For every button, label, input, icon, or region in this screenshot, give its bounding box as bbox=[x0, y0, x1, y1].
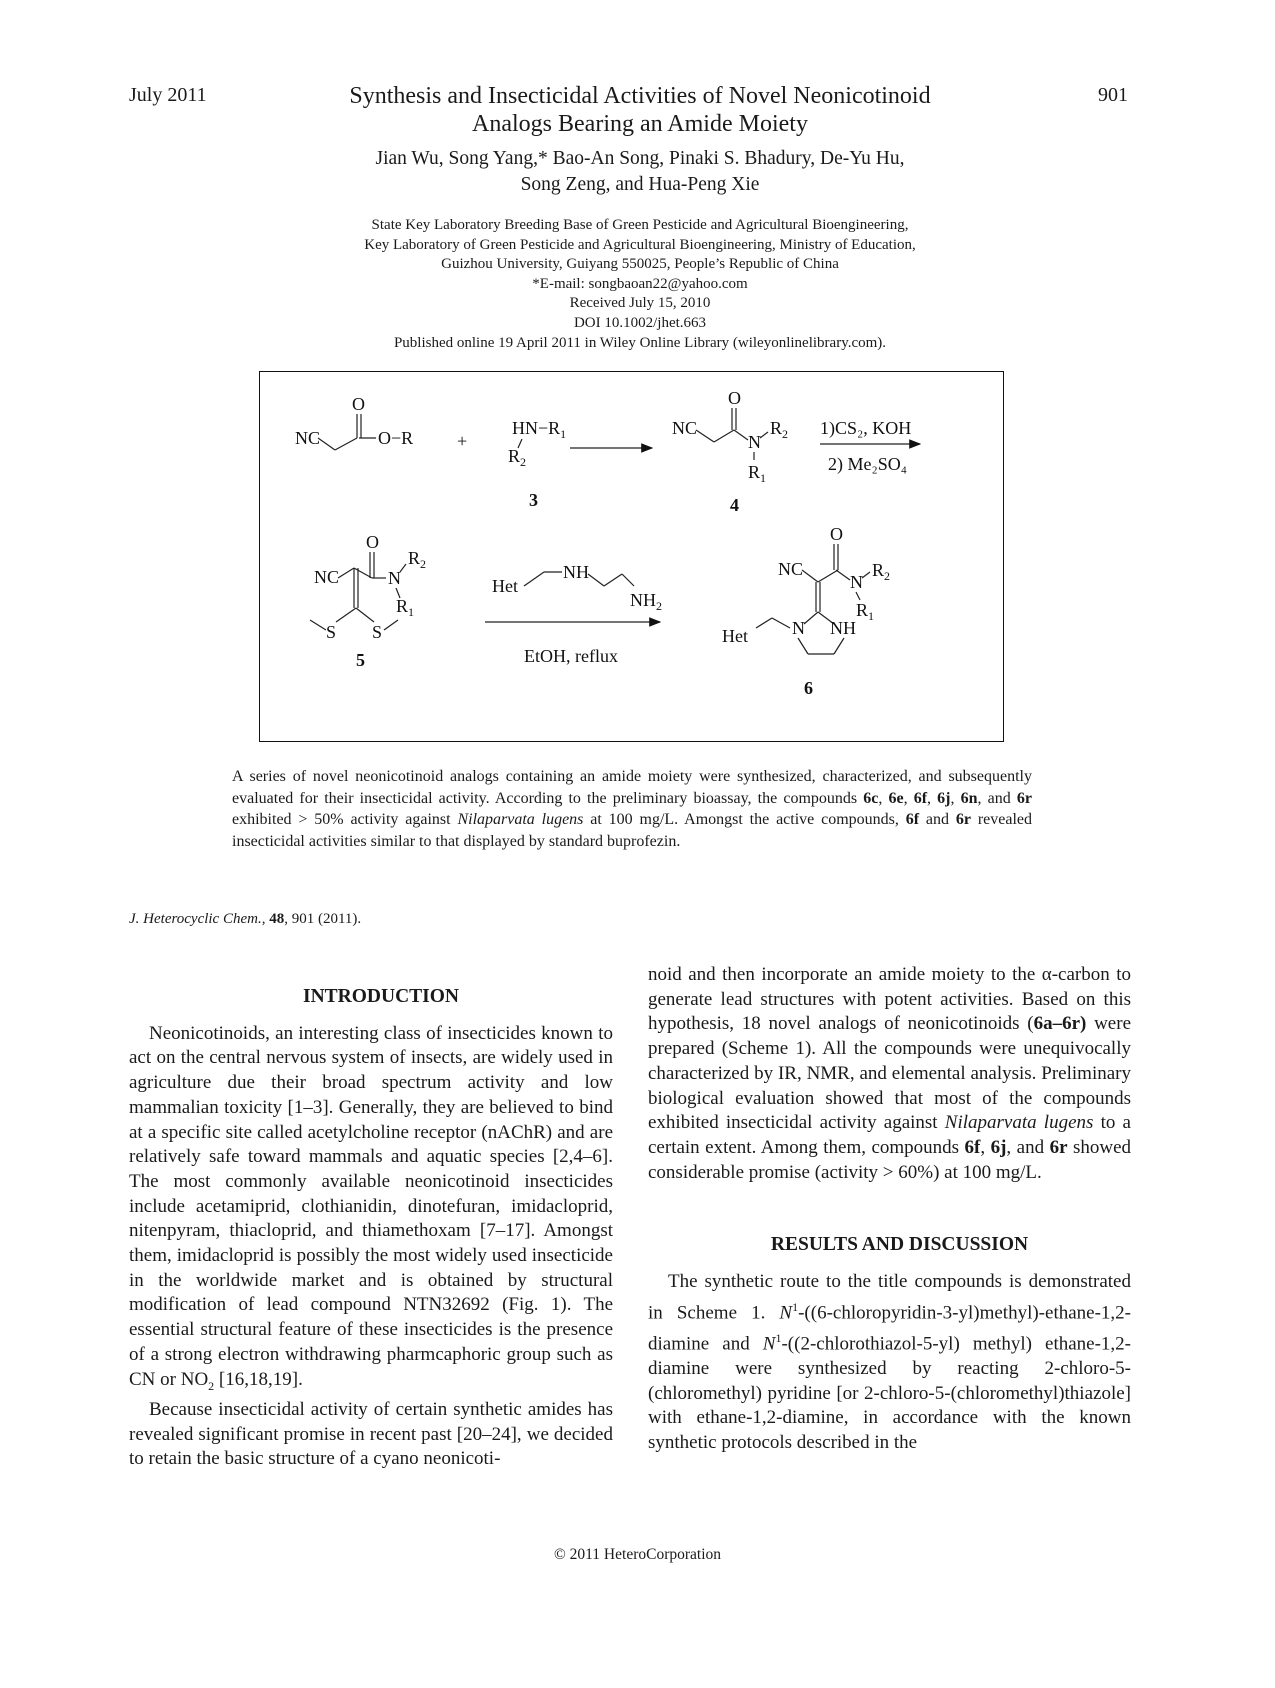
svg-text:S: S bbox=[372, 622, 383, 642]
svg-text:O: O bbox=[830, 524, 843, 544]
journal-volume: 48 bbox=[269, 911, 285, 927]
svg-text:NC: NC bbox=[778, 559, 804, 579]
structure-diamine bbox=[492, 562, 662, 613]
compound-ref: 6f bbox=[905, 811, 920, 829]
structure-cyanoacetamide bbox=[672, 388, 788, 485]
compound-ref: 6c bbox=[863, 789, 879, 807]
svg-text:O−R: O−R bbox=[378, 428, 414, 448]
body-column-right bbox=[648, 964, 1132, 1456]
compound-ref: 6e bbox=[888, 789, 904, 807]
svg-text:HN−R1: $HN-R_1$ bbox=[512, 418, 567, 441]
structure-amine bbox=[508, 418, 566, 469]
structure-ketene-dithioacetal bbox=[310, 532, 426, 642]
svg-text:O: O bbox=[352, 394, 365, 414]
author-list bbox=[260, 146, 1020, 198]
compound-label-4: 4 bbox=[730, 495, 739, 515]
abstract-text: revealed insecticidal activities similar to that displayed by standard buprofezin. bbox=[232, 811, 1033, 850]
svg-text:Het: Het bbox=[722, 626, 748, 646]
received-date: Received July 15, 2010 bbox=[569, 295, 711, 312]
svg-text:N: N bbox=[748, 432, 761, 452]
email: *E-mail: songbaoan22@yahoo.com bbox=[532, 275, 748, 292]
svg-text:Het: Het bbox=[492, 576, 518, 596]
authors-line-2: Song Zeng, and Hua-Peng Xie bbox=[520, 174, 760, 195]
running-header-date: July 2011 bbox=[129, 84, 207, 106]
reaction-scheme bbox=[259, 371, 1004, 742]
compound-label-5: 5 bbox=[356, 650, 365, 670]
reagent-2: 2) Me₂SO₄ bbox=[828, 454, 908, 474]
svg-text:R2: $R_2$ bbox=[408, 548, 427, 571]
journal-citation bbox=[129, 911, 361, 928]
reagent-1: 1)CS₂, KOH bbox=[820, 418, 912, 438]
affiliation-line-1: State Key Laboratory Breeding Base of Green Pesticide and Agricultural Bioengineering, bbox=[371, 217, 909, 233]
section-heading-introduction: INTRODUCTION bbox=[302, 986, 460, 1007]
svg-text:NH: NH bbox=[830, 618, 856, 638]
svg-text:NC: NC bbox=[314, 567, 340, 587]
results-paragraph-1: The synthetic route to the title compounds is demonstrated in Scheme 1. $N^1-((6-chloropyridin-3-yl)methyl)-ethane-1,2$-diamine and $N^1-((2-chlorothiazol-5-yl)$ methyl) ethane-1,2-diamine were synthesized by reacting 2-chloro-5-(chloromethyl) pyridine [or 2-chloro-5-(chloromethyl)thiazole] with ethane-1,2-diamine, in accordance with the known synthetic protocols described in the bbox=[648, 1271, 1131, 1453]
published-online: Published online 19 April 2011 in Wiley Online Library (wileyonlinelibrary.com). bbox=[393, 334, 887, 351]
svg-text:NH2: $NH_2$ bbox=[630, 590, 662, 613]
svg-text:R1: $R_1$ bbox=[748, 462, 767, 485]
condition-text: EtOH, reflux bbox=[524, 646, 618, 666]
svg-text:NC: NC bbox=[672, 418, 698, 438]
svg-text:R1: $R_1$ bbox=[396, 596, 415, 619]
authors-line-1: Jian Wu, Song Yang,* Bao-An Song, Pinaki S. Bhadury, De-Yu Hu, bbox=[375, 148, 905, 169]
svg-text:O: O bbox=[728, 388, 741, 408]
abstract-text: A series of novel neonicotinoid analogs containing an amide moiety were synthesized, characterized, and subsequently evaluated for their insecticidal activity. According to the preliminary bioassay, the compounds bbox=[232, 768, 1032, 807]
page-number: 901 bbox=[1098, 84, 1128, 106]
svg-text:R2: $R_2$ bbox=[872, 560, 891, 583]
svg-text:R1: $R_1$ bbox=[856, 600, 875, 623]
body-column-left bbox=[129, 985, 613, 1472]
svg-text:NH: NH bbox=[563, 562, 589, 582]
svg-text:R2: $R_2$ bbox=[770, 418, 789, 441]
title-line-2: Analogs Bearing an Amide Moiety bbox=[472, 111, 808, 137]
svg-text:N: N bbox=[850, 572, 863, 592]
compound-label-6: 6 bbox=[804, 678, 813, 698]
section-heading-results: RESULTS AND DISCUSSION bbox=[770, 1234, 1029, 1256]
compound-ref: 6j bbox=[937, 789, 951, 807]
affiliation-line-2: Key Laboratory of Green Pesticide and Agricultural Bioengineering, Ministry of Education, bbox=[364, 236, 916, 253]
journal-pages: , 901 (2011). bbox=[284, 911, 362, 927]
svg-text:R2: $R_2$ bbox=[508, 446, 527, 469]
doi: DOI 10.1002/jhet.663 bbox=[573, 314, 707, 331]
affiliation-line-3: Guizhou University, Guiyang 550025, People’s Republic of China bbox=[441, 256, 839, 273]
journal-name: J. Heterocyclic Chem., bbox=[129, 911, 266, 927]
structure-cyanoacetate bbox=[295, 394, 413, 450]
copyright-footer: © 2011 HeteroCorporation bbox=[553, 1546, 722, 1563]
article-title bbox=[260, 82, 1020, 138]
svg-text:O: O bbox=[366, 532, 379, 552]
svg-text:S: S bbox=[326, 622, 337, 642]
scheme-drawing bbox=[260, 372, 1005, 743]
species-name: Nilaparvata lugens bbox=[457, 811, 584, 829]
compound-label-3: 3 bbox=[529, 490, 538, 510]
structure-product bbox=[722, 524, 890, 654]
compound-ref: 6f bbox=[913, 789, 928, 807]
intro-paragraph-1: Neonicotinoids, an interesting class of insecticides known to act on the central nervous system of insects, are widely used in agriculture due their broad spectrum activity and low mammalian toxicity [1–3]. Generally, they are believed to bind at a specific site called acetylcholine receptor (nAChR) and are relatively safe toward mammals and aquatic species [2,4–6]. The most commonly available neonicotinoid insecticides include acetamiprid, clothianidin, dinotefuran, imidacloprid, nitenpyram, thiacloprid, and thiamethoxam [7–17]. Amongst them, imidacloprid is possibly the most widely used insecticide in the worldwide market and is obtained by structural modification of lead compound NTN32692 (Fig. 1). The essential structural feature of these insecticides is the presence of a strong electron withdrawing pharmcaphoric group such as CN or $NO_2$ [16,18,19]. bbox=[129, 1022, 613, 1393]
compound-ref: 6r bbox=[1016, 789, 1032, 807]
plus-sign: + bbox=[457, 431, 468, 451]
abstract: A series of novel neonicotinoid analogs containing an amide moiety were synthesized, characterized, and subsequently evaluated for their insecticidal activity. According to the preliminary bioassay, the compounds 6c, 6e, 6f, 6j, 6n, and 6r exhibited > 50% activity against Nilaparvata lugens at 100 mg/L. Amongst the active compounds, 6f and 6r revealed insecticidal activities similar to that displayed by standard buprofezin. bbox=[232, 768, 1033, 850]
title-line-1: Synthesis and Insecticidal Activities of Novel Neonicotinoid bbox=[349, 83, 931, 109]
compound-ref: 6n bbox=[960, 789, 978, 807]
abstract-text: at 100 mg/L. Amongst the active compounds, bbox=[583, 811, 906, 829]
svg-text:N: N bbox=[388, 568, 401, 588]
abstract-text: exhibited > 50% activity against bbox=[232, 811, 458, 829]
svg-text:N: N bbox=[792, 618, 805, 638]
affiliation-block bbox=[260, 216, 1020, 353]
svg-text:NC: NC bbox=[295, 428, 321, 448]
intro-paragraph-2: Because insecticidal activity of certain synthetic amides has revealed significant promise in recent past [20–24], we decided to retain the basic structure of a cyano neonicoti- bbox=[129, 1399, 613, 1470]
intro-paragraph-3: noid and then incorporate an amide moiety to the α-carbon to generate lead structures with potent activities. Based on this hypothesis, 18 novel analogs of neonicotinoids (6a–6r) were prepared (Scheme 1). All the compounds were unequivocally characterized by IR, NMR, and elemental analysis. Preliminary biological evaluation showed that most of the compounds exhibited insecticidal activity against Nilaparvata lugens to a certain extent. Among them, compounds 6f, 6j, and 6r showed considerable promise (activity > 60%) at 100 mg/L. bbox=[648, 964, 1132, 1183]
compound-ref: 6r bbox=[955, 811, 971, 829]
